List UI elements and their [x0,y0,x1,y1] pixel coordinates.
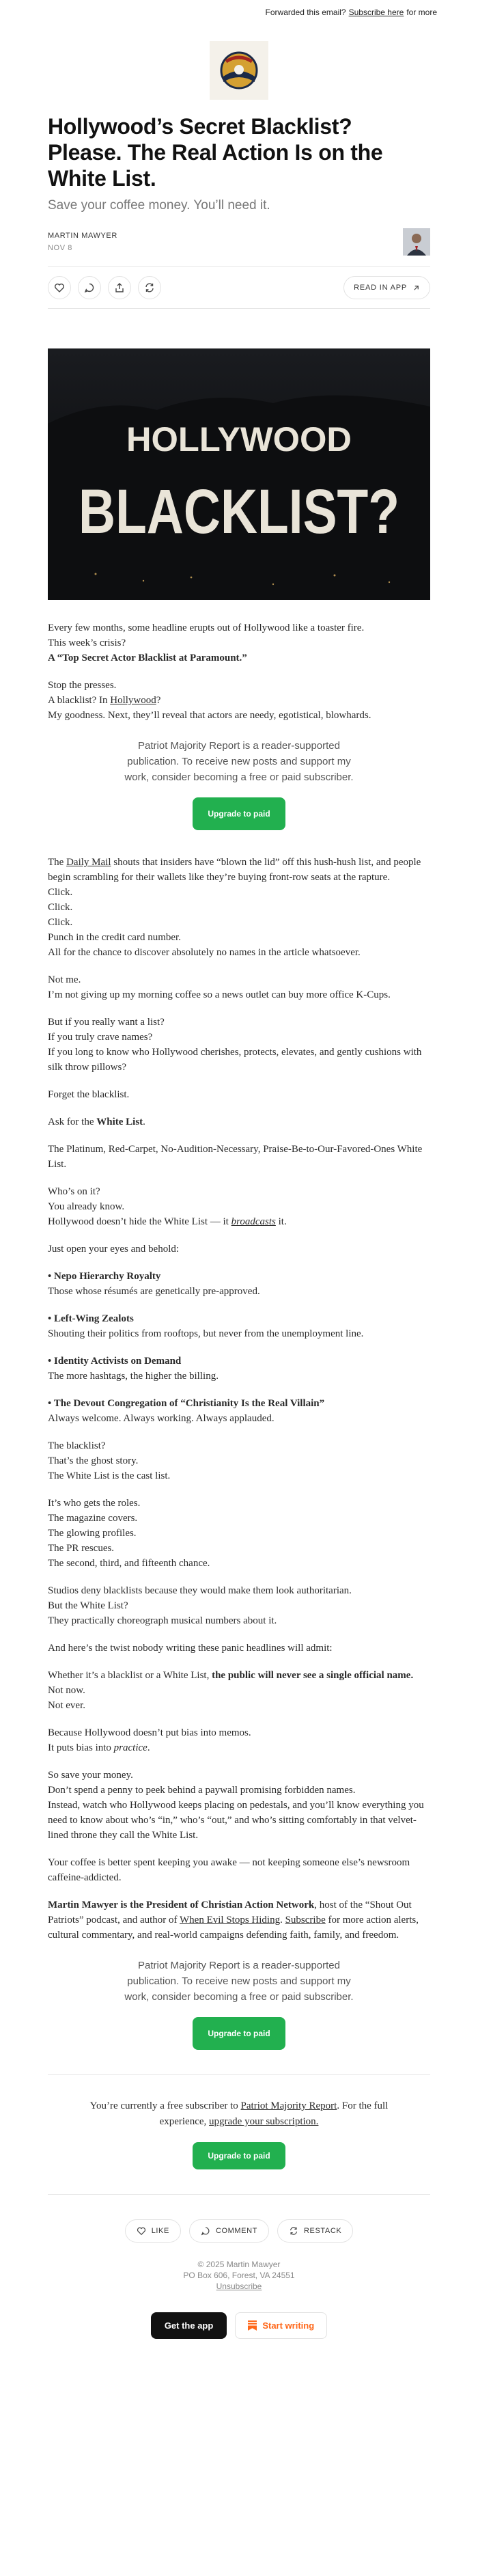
hero-line-2: BLACKLIST? [79,477,399,547]
book-link[interactable]: When Evil Stops Hiding [180,1915,281,1926]
paragraph: Whether it’s a blacklist or a White List, the public will never see a single official name. Not now. Not ever. [48,1670,414,1711]
share-button[interactable] [108,276,131,299]
paragraph: Forget the blacklist. [48,1089,130,1100]
paragraph: Every few months, some headline erupts out of Hollywood like a toaster fire. This week’s crisis? A “Top Secret Actor Blacklist at Paramount.” [48,622,365,663]
unsubscribe-link[interactable]: Unsubscribe [216,2282,262,2291]
footer-actions [48,2219,430,2243]
paragraph: Your coffee is better spent keeping you awake — not keeping someone else’s newsroom caffeine-addicted. [48,1857,410,1883]
comment-button[interactable] [78,276,101,299]
upgrade-to-paid-button[interactable]: Upgrade to paid [193,2017,285,2050]
postal-address: PO Box 606, Forest, VA 24551 [183,2271,295,2280]
forward-prefix: Forwarded this email? [265,8,346,17]
daily-mail-link[interactable]: Daily Mail [66,857,111,868]
paragraph: But if you really want a list? If you truly crave names? If you long to know who Hollywood cherishes, protects, elevates, and gently cushions with silk throw pillows? [48,1017,422,1073]
arrow-up-right-icon [412,284,420,292]
heart-icon [54,282,65,293]
cta-text: Patriot Majority Report is a reader-supported publication. To receive new posts and support my work, consider becoming a free or paid subscriber. [124,1960,354,2003]
paragraph: Studios deny blacklists because they would make them look authoritarian. But the White List? They practically choreograph musical numbers about it. [48,1585,352,1626]
paragraph: Just open your eyes and behold: [48,1244,180,1255]
paragraph: Who’s on it? You already know. Hollywood doesn’t hide the White List — it broadcasts it. [48,1186,287,1227]
subscribe-cta [48,738,430,830]
upgrade-to-paid-button[interactable]: Upgrade to paid [193,2142,285,2169]
post-date: NOV 8 [48,244,73,252]
post-content [48,113,430,2357]
comment-icon [201,2226,210,2236]
substack-logo-icon [248,2320,257,2331]
hero-line-1: HOLLYWOOD [126,420,352,458]
free-subscriber-note: You’re currently a free subscriber to Patriot Majority Report. For the full experience, upgrade your subscription. [89,2100,389,2127]
hero-image[interactable] [48,348,430,600]
read-in-app-label: READ IN APP [354,284,407,292]
paragraph: The Platinum, Red-Carpet, No-Audition-Necessary, Praise-Be-to-Our-Favored-Ones White List. [48,1144,423,1170]
forward-suffix: for more [406,8,437,17]
comment-icon [84,282,95,293]
avatar[interactable] [403,228,430,256]
footer-restack-button[interactable]: RESTACK [277,2219,353,2243]
paragraph: It’s who gets the roles. The magazine covers. The glowing profiles. The PR rescues. The second, third, and fifteenth chance. [48,1498,210,1569]
paragraph: So save your money. Don’t spend a penny to peek behind a paywall promising forbidden names. Instead, watch who Hollywood keeps placing on pedestals, and you’ll know everything you need to know about who’s “in,” who’s “out,” and who’s sitting comfortably in that velvet-lined throne they call the White List. [48,1770,424,1841]
post-title[interactable]: Hollywood’s Secret Blacklist? Please. The Real Action Is on the White List. [48,114,383,191]
forward-banner [0,0,478,25]
footer-comment-button[interactable]: COMMENT [189,2219,269,2243]
upgrade-to-paid-button[interactable]: Upgrade to paid [193,797,285,830]
cta-text: Patriot Majority Report is a reader-supported publication. To receive new posts and support my work, consider becoming a free or paid subscriber. [124,740,354,783]
footer-meta [48,2259,430,2292]
footer-bottom [48,2312,430,2357]
paragraph: Stop the presses. A blacklist? In Hollywood? My goodness. Next, they’ll reveal that actors are needy, egotistical, blowhards. [48,680,371,721]
free-cta-wrap [48,2130,430,2169]
copyright: © 2025 Martin Mawyer [197,2260,281,2269]
divider [48,2194,430,2195]
subscribe-link[interactable]: Subscribe [285,1915,326,1926]
list-item: • Nepo Hierarchy Royalty Those whose résumés are genetically pre-approved. [48,1271,260,1297]
footer-like-button[interactable]: LIKE [125,2219,181,2243]
publication-link[interactable]: Patriot Majority Report [240,2100,337,2111]
restack-icon [144,282,155,293]
list-item: • The Devout Congregation of “Christianity Is the Real Villain” Always welcome. Always working. Always applauded. [48,1398,325,1424]
author-bio: Martin Mawyer is the President of Christian Action Network, host of the “Shout Out Patriots” podcast, and author of When Evil Stops Hiding. Subscribe for more action alerts, cultural commentary, and real-world campaigns defending faith, family, and freedom. [48,1900,419,1941]
paragraph: And here’s the twist nobody writing these panic headlines will admit: [48,1643,333,1654]
start-writing-button[interactable]: Start writing [235,2312,327,2339]
paragraph: Not me. I’m not giving up my morning coffee so a news outlet can buy more office K-Cups. [48,974,391,1000]
paragraph: The Daily Mail shouts that insiders have “blown the lid” off this hush-hush list, and people begin scrambling for their wallets like they’re buying front-row seats at the rapture. Click. Click. Click. Punch in the credit card number. All for the chance to discover absolutely no names in the article whatsoever. [48,857,421,958]
broadcasts-link[interactable]: broadcasts [231,1216,276,1227]
byline [48,228,430,256]
read-in-app-button[interactable] [343,276,430,299]
list-item: • Left-Wing Zealots Shouting their politics from rooftops, but never from the unemployment line. [48,1313,364,1339]
paragraph: The blacklist? That’s the ghost story. The White List is the cast list. [48,1440,171,1481]
divider [48,2074,430,2075]
subscribe-here-link[interactable]: Subscribe here [348,8,404,17]
restack-button[interactable] [138,276,161,299]
heart-icon [137,2226,146,2236]
post-subtitle: Save your coffee money. You’ll need it. [48,198,270,213]
paragraph: Because Hollywood doesn’t put bias into memos. It puts bias into practice. [48,1727,251,1753]
author-name[interactable]: MARTIN MAWYER [48,232,117,240]
get-the-app-button[interactable]: Get the app [151,2312,227,2339]
upgrade-subscription-link[interactable]: upgrade your subscription. [209,2116,319,2127]
paragraph: Ask for the White List. [48,1116,145,1127]
article-body [48,620,430,2050]
share-icon [114,282,125,293]
logo-wrap [0,25,478,108]
hollywood-link[interactable]: Hollywood [110,695,156,706]
subscribe-cta-bottom [48,1958,430,2050]
list-item: • Identity Activists on Demand The more hashtags, the higher the billing. [48,1356,219,1382]
restack-icon [289,2226,298,2236]
publication-logo-icon[interactable] [210,41,268,100]
action-bar [48,266,430,309]
like-button[interactable] [48,276,71,299]
